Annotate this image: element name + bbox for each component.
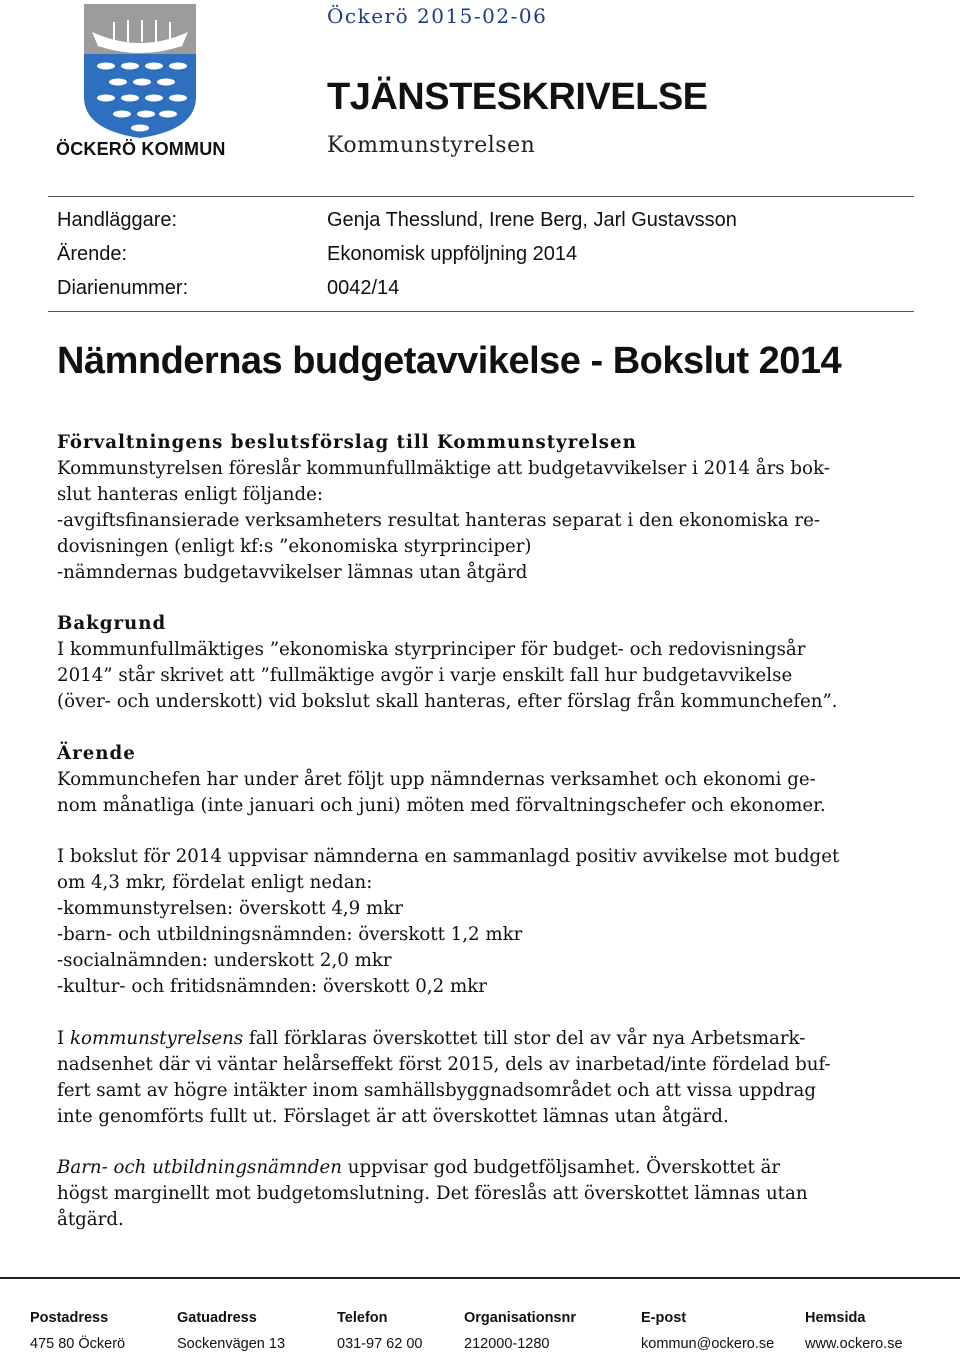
section-heading-arende: Ärende — [57, 742, 136, 764]
logo-text: ÖCKERÖ KOMMUN — [56, 139, 226, 159]
body-line: Kommunchefen har under året följt upp nämndernas verksamhet och ekonomi ge- — [57, 768, 816, 790]
body-line: åtgärd. — [57, 1209, 124, 1231]
footer-label: Telefon — [337, 1310, 388, 1326]
footer-value: Sockenvägen 13 — [177, 1336, 286, 1352]
municipality-logo — [56, 2, 226, 162]
meta-label: Handläggare: — [57, 209, 178, 231]
footer-website-link[interactable]: www.ockero.se — [805, 1336, 903, 1352]
section-heading-forslag: Förvaltningens beslutsförslag till Kommunstyrelsen — [57, 432, 637, 453]
organization-name: Kommunstyrelsen — [327, 133, 536, 158]
footer-label: Postadress — [30, 1310, 109, 1326]
footer-label: Gatuadress — [177, 1310, 257, 1326]
body-line: dovisningen (enligt kf:s ”ekonomiska styrprinciper) — [57, 535, 532, 557]
footer-value: 031-97 62 00 — [337, 1336, 423, 1352]
text-prefix: I — [57, 1027, 70, 1049]
body-line: 2014” står skrivet att ”fullmäktige avgör i varje enskilt fall hur budgetavvikelse — [57, 665, 793, 687]
body-line: nadsenhet där vi väntar helårseffekt först 2015, dels av inarbetad/inte fördelad buf- — [57, 1053, 831, 1075]
footer-value: 475 80 Öckerö — [30, 1336, 126, 1352]
meta-divider — [48, 311, 914, 312]
meta-value: 0042/14 — [327, 277, 400, 299]
footer-label: Hemsida — [805, 1310, 866, 1326]
section-heading-bakgrund: Bakgrund — [57, 613, 167, 635]
body-line: högst marginellt mot budgetomslutning. Det föreslås att överskottet lämnas utan — [57, 1183, 808, 1205]
body-line: -barn- och utbildningsnämnden: överskott 1,2 mkr — [57, 924, 523, 946]
body-line: -kultur- och fritidsnämnden: överskott 0,2 mkr — [57, 975, 487, 997]
footer-label: Organisationsnr — [464, 1310, 576, 1326]
body-line: -kommunstyrelsen: överskott 4,9 mkr — [57, 898, 403, 920]
footer-label: E-post — [641, 1310, 687, 1326]
meta-value: Genja Thesslund, Irene Berg, Jarl Gustavsson — [327, 209, 737, 231]
body-line: slut hanteras enligt följande: — [57, 483, 324, 505]
body-line: om 4,3 mkr, fördelat enligt nedan: — [57, 872, 373, 894]
footer-divider — [0, 1277, 960, 1279]
body-line: -socialnämnden: underskott 2,0 mkr — [57, 950, 392, 972]
document-type: TJÄNSTESKRIVELSE — [327, 76, 708, 118]
body-line: inte genomförts fullt ut. Förslaget är att överskottet lämnas utan åtgärd. — [57, 1105, 729, 1127]
meta-label: Diarienummer: — [57, 277, 189, 299]
header-divider — [48, 196, 914, 197]
text-rest: uppvisar god budgetföljsamhet. Överskottet är — [341, 1157, 781, 1179]
footer-email-link[interactable]: kommun@ockero.se — [641, 1336, 775, 1352]
body-line: Kommunstyrelsen föreslår kommunfullmäktige att budgetavvikelser i 2014 års bok- — [57, 457, 830, 479]
coat-of-arms-icon — [56, 2, 226, 142]
meta-label: Ärende: — [57, 243, 128, 265]
document-body — [57, 430, 917, 1233]
text-rest: fall förklaras överskottet till stor del av vår nya Arbetsmark- — [243, 1027, 806, 1049]
body-line: -avgiftsfinansierade verksamheters resultat hanteras separat i den ekonomiska re- — [57, 509, 820, 531]
meta-value: Ekonomisk uppföljning 2014 — [327, 243, 578, 265]
body-line: I bokslut för 2014 uppvisar nämnderna en sammanlagd positiv avvikelse mot budget — [57, 846, 840, 868]
body-line: -nämndernas budgetavvikelser lämnas utan åtgärd — [57, 561, 528, 583]
emphasized-text: kommunstyrelsens — [69, 1027, 244, 1049]
emphasized-text: Barn- och utbildningsnämnden — [57, 1157, 342, 1179]
document-date: Öckerö 2015-02-06 — [327, 4, 548, 28]
footer-value: 212000-1280 — [464, 1336, 550, 1352]
body-line: (över- och underskott) vid bokslut skall hanteras, efter förslag från kommunchefen”. — [57, 691, 838, 713]
page-title: Nämndernas budgetavvikelse - Bokslut 2014 — [57, 340, 842, 382]
body-line — [57, 1155, 917, 1181]
body-line: fert samt av högre intäkter inom samhällsbyggnadsområdet och att vissa uppdrag — [57, 1079, 816, 1101]
body-line: I kommunfullmäktiges ”ekonomiska styrprinciper för budget- och redovisningsår — [57, 639, 806, 661]
body-line: nom månatliga (inte januari och juni) möten med förvaltningschefer och ekonomer. — [57, 794, 826, 816]
body-line — [57, 1026, 917, 1052]
